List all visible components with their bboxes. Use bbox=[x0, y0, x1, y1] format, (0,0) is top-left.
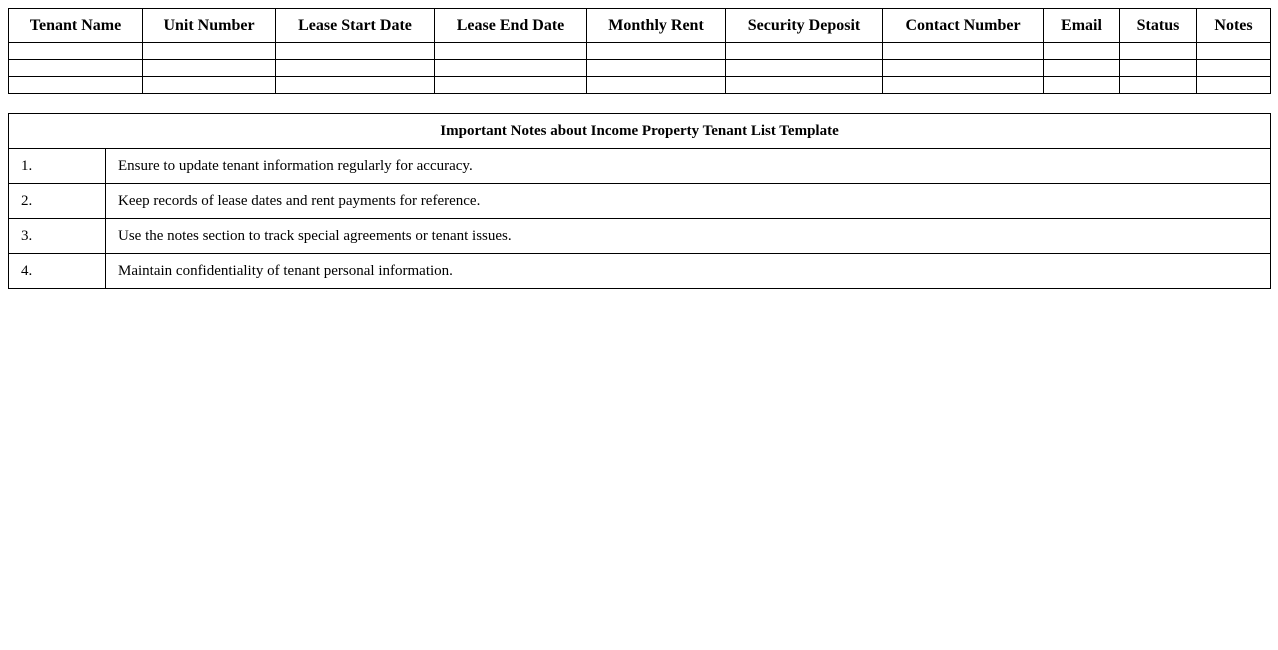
table-cell-notes[interactable] bbox=[1197, 43, 1271, 60]
notes-title: Important Notes about Income Property Tenant List Template bbox=[9, 114, 1271, 149]
column-header-notes: Notes bbox=[1197, 9, 1271, 43]
column-header-lease-start-date: Lease Start Date bbox=[276, 9, 435, 43]
table-cell-tenant-name[interactable] bbox=[9, 43, 143, 60]
table-cell-contact-number[interactable] bbox=[883, 77, 1044, 94]
table-cell-lease-start-date[interactable] bbox=[276, 43, 435, 60]
note-number: 3. bbox=[9, 219, 106, 254]
table-cell-email[interactable] bbox=[1044, 60, 1120, 77]
column-header-contact-number: Contact Number bbox=[883, 9, 1044, 43]
tenant-table-header-row bbox=[9, 9, 1271, 43]
column-header-security-deposit: Security Deposit bbox=[726, 9, 883, 43]
table-cell-monthly-rent[interactable] bbox=[587, 77, 726, 94]
column-header-status: Status bbox=[1120, 9, 1197, 43]
column-header-monthly-rent: Monthly Rent bbox=[587, 9, 726, 43]
table-cell-unit-number[interactable] bbox=[143, 77, 276, 94]
table-cell-status[interactable] bbox=[1120, 60, 1197, 77]
table-cell-unit-number[interactable] bbox=[143, 60, 276, 77]
table-cell-email[interactable] bbox=[1044, 77, 1120, 94]
column-header-tenant-name: Tenant Name bbox=[9, 9, 143, 43]
table-cell-unit-number[interactable] bbox=[143, 43, 276, 60]
column-header-lease-end-date: Lease End Date bbox=[435, 9, 587, 43]
tenant-list-table bbox=[8, 8, 1271, 94]
table-cell-monthly-rent[interactable] bbox=[587, 43, 726, 60]
table-cell-notes[interactable] bbox=[1197, 77, 1271, 94]
note-row bbox=[9, 184, 1271, 219]
table-cell-status[interactable] bbox=[1120, 43, 1197, 60]
table-cell-security-deposit[interactable] bbox=[726, 43, 883, 60]
note-number: 1. bbox=[9, 149, 106, 184]
notes-title-row bbox=[9, 114, 1271, 149]
table-cell-email[interactable] bbox=[1044, 43, 1120, 60]
column-header-unit-number: Unit Number bbox=[143, 9, 276, 43]
table-row bbox=[9, 77, 1271, 94]
note-text: Maintain confidentiality of tenant personal information. bbox=[106, 254, 1271, 289]
table-cell-contact-number[interactable] bbox=[883, 43, 1044, 60]
note-text: Ensure to update tenant information regularly for accuracy. bbox=[106, 149, 1271, 184]
table-cell-notes[interactable] bbox=[1197, 60, 1271, 77]
column-header-email: Email bbox=[1044, 9, 1120, 43]
table-cell-lease-end-date[interactable] bbox=[435, 60, 587, 77]
table-cell-security-deposit[interactable] bbox=[726, 60, 883, 77]
important-notes-table bbox=[8, 113, 1271, 289]
table-cell-monthly-rent[interactable] bbox=[587, 60, 726, 77]
table-cell-lease-start-date[interactable] bbox=[276, 60, 435, 77]
table-cell-lease-end-date[interactable] bbox=[435, 43, 587, 60]
note-number: 4. bbox=[9, 254, 106, 289]
note-text: Use the notes section to track special agreements or tenant issues. bbox=[106, 219, 1271, 254]
table-cell-status[interactable] bbox=[1120, 77, 1197, 94]
table-cell-security-deposit[interactable] bbox=[726, 77, 883, 94]
table-cell-contact-number[interactable] bbox=[883, 60, 1044, 77]
note-row bbox=[9, 254, 1271, 289]
table-cell-tenant-name[interactable] bbox=[9, 60, 143, 77]
table-cell-lease-start-date[interactable] bbox=[276, 77, 435, 94]
note-number: 2. bbox=[9, 184, 106, 219]
table-row bbox=[9, 43, 1271, 60]
table-cell-tenant-name[interactable] bbox=[9, 77, 143, 94]
table-cell-lease-end-date[interactable] bbox=[435, 77, 587, 94]
note-row bbox=[9, 149, 1271, 184]
table-row bbox=[9, 60, 1271, 77]
note-row bbox=[9, 219, 1271, 254]
note-text: Keep records of lease dates and rent payments for reference. bbox=[106, 184, 1271, 219]
